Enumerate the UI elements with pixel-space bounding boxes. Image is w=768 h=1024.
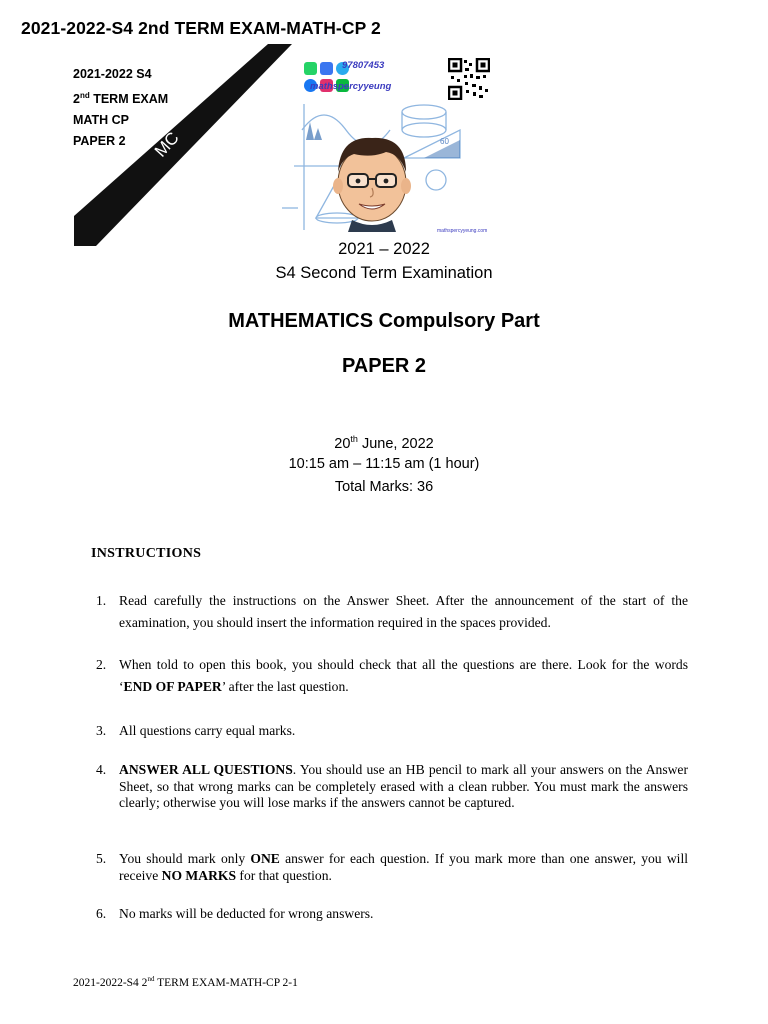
page-footer: 2021-2022-S4 2nd TERM EXAM-MATH-CP 2-1 [73,975,298,989]
whatsapp-icon [304,62,317,75]
instruction-item-6: 6. No marks will be deducted for wrong answers. [96,906,374,921]
corner-line-4: PAPER 2 [73,134,126,149]
instruction-item-3: 3. All questions carry equal marks. [96,723,296,738]
exam-time: 10:15 am – 11:15 am (1 hour) [288,456,480,472]
academic-year: 2021 – 2022 [338,240,430,258]
corner-info-block [73,64,168,152]
paper-title: PAPER 2 [341,355,427,377]
instructions-heading: INSTRUCTIONS [91,546,202,561]
instruction-item-2: 2. When told to open this book, you should check that all the questions are there. Look for the words ‘END OF PAPER’ after the last question. [96,657,688,694]
subject-title: MATHEMATICS Compulsory Part [228,310,540,332]
phone-number: 97807453 [342,60,385,71]
instruction-item-4: 4. ANSWER ALL QUESTIONS. You should use an HB pencil to mark all your answers on the Answer Sheet, so that wrong marks can be completely erased with a clean rubber. You must mark the answers clearly; otherwise you will lose marks if the answers cannot be captured. [96,762,688,810]
instruction-item-5: 5. You should mark only ONE answer for each question. If you mark more than one answer, you will receive NO MARKS for that question. [96,851,688,883]
mascot-illustration [254,100,490,232]
banner-label: MC [150,128,183,161]
total-marks: Total Marks: 36 [334,479,434,495]
corner-line-3: MATH CP [73,113,130,128]
corner-line-1: 2021-2022 S4 [73,67,152,81]
instruction-item-1: 1. Read carefully the instructions on the Answer Sheet. After the announcement of the start of the examination, you should insert the information required in the spaces provided. [96,593,688,630]
qr-code-icon [448,58,490,100]
exam-name: S4 Second Term Examination [275,264,493,282]
author-logo [246,54,496,244]
svg-text:60: 60 [440,137,449,146]
corner-line-2: 2nd TERM EXAM [73,91,169,107]
social-handle: mathspercyyeung [310,81,392,92]
page-header-title: 2021-2022-S4 2nd TERM EXAM-MATH-CP 2 [21,18,381,38]
exam-date: 20th June, 2022 [334,434,434,452]
logo-url: mathspercyyeung.com [437,228,488,234]
signal-icon [320,62,333,75]
